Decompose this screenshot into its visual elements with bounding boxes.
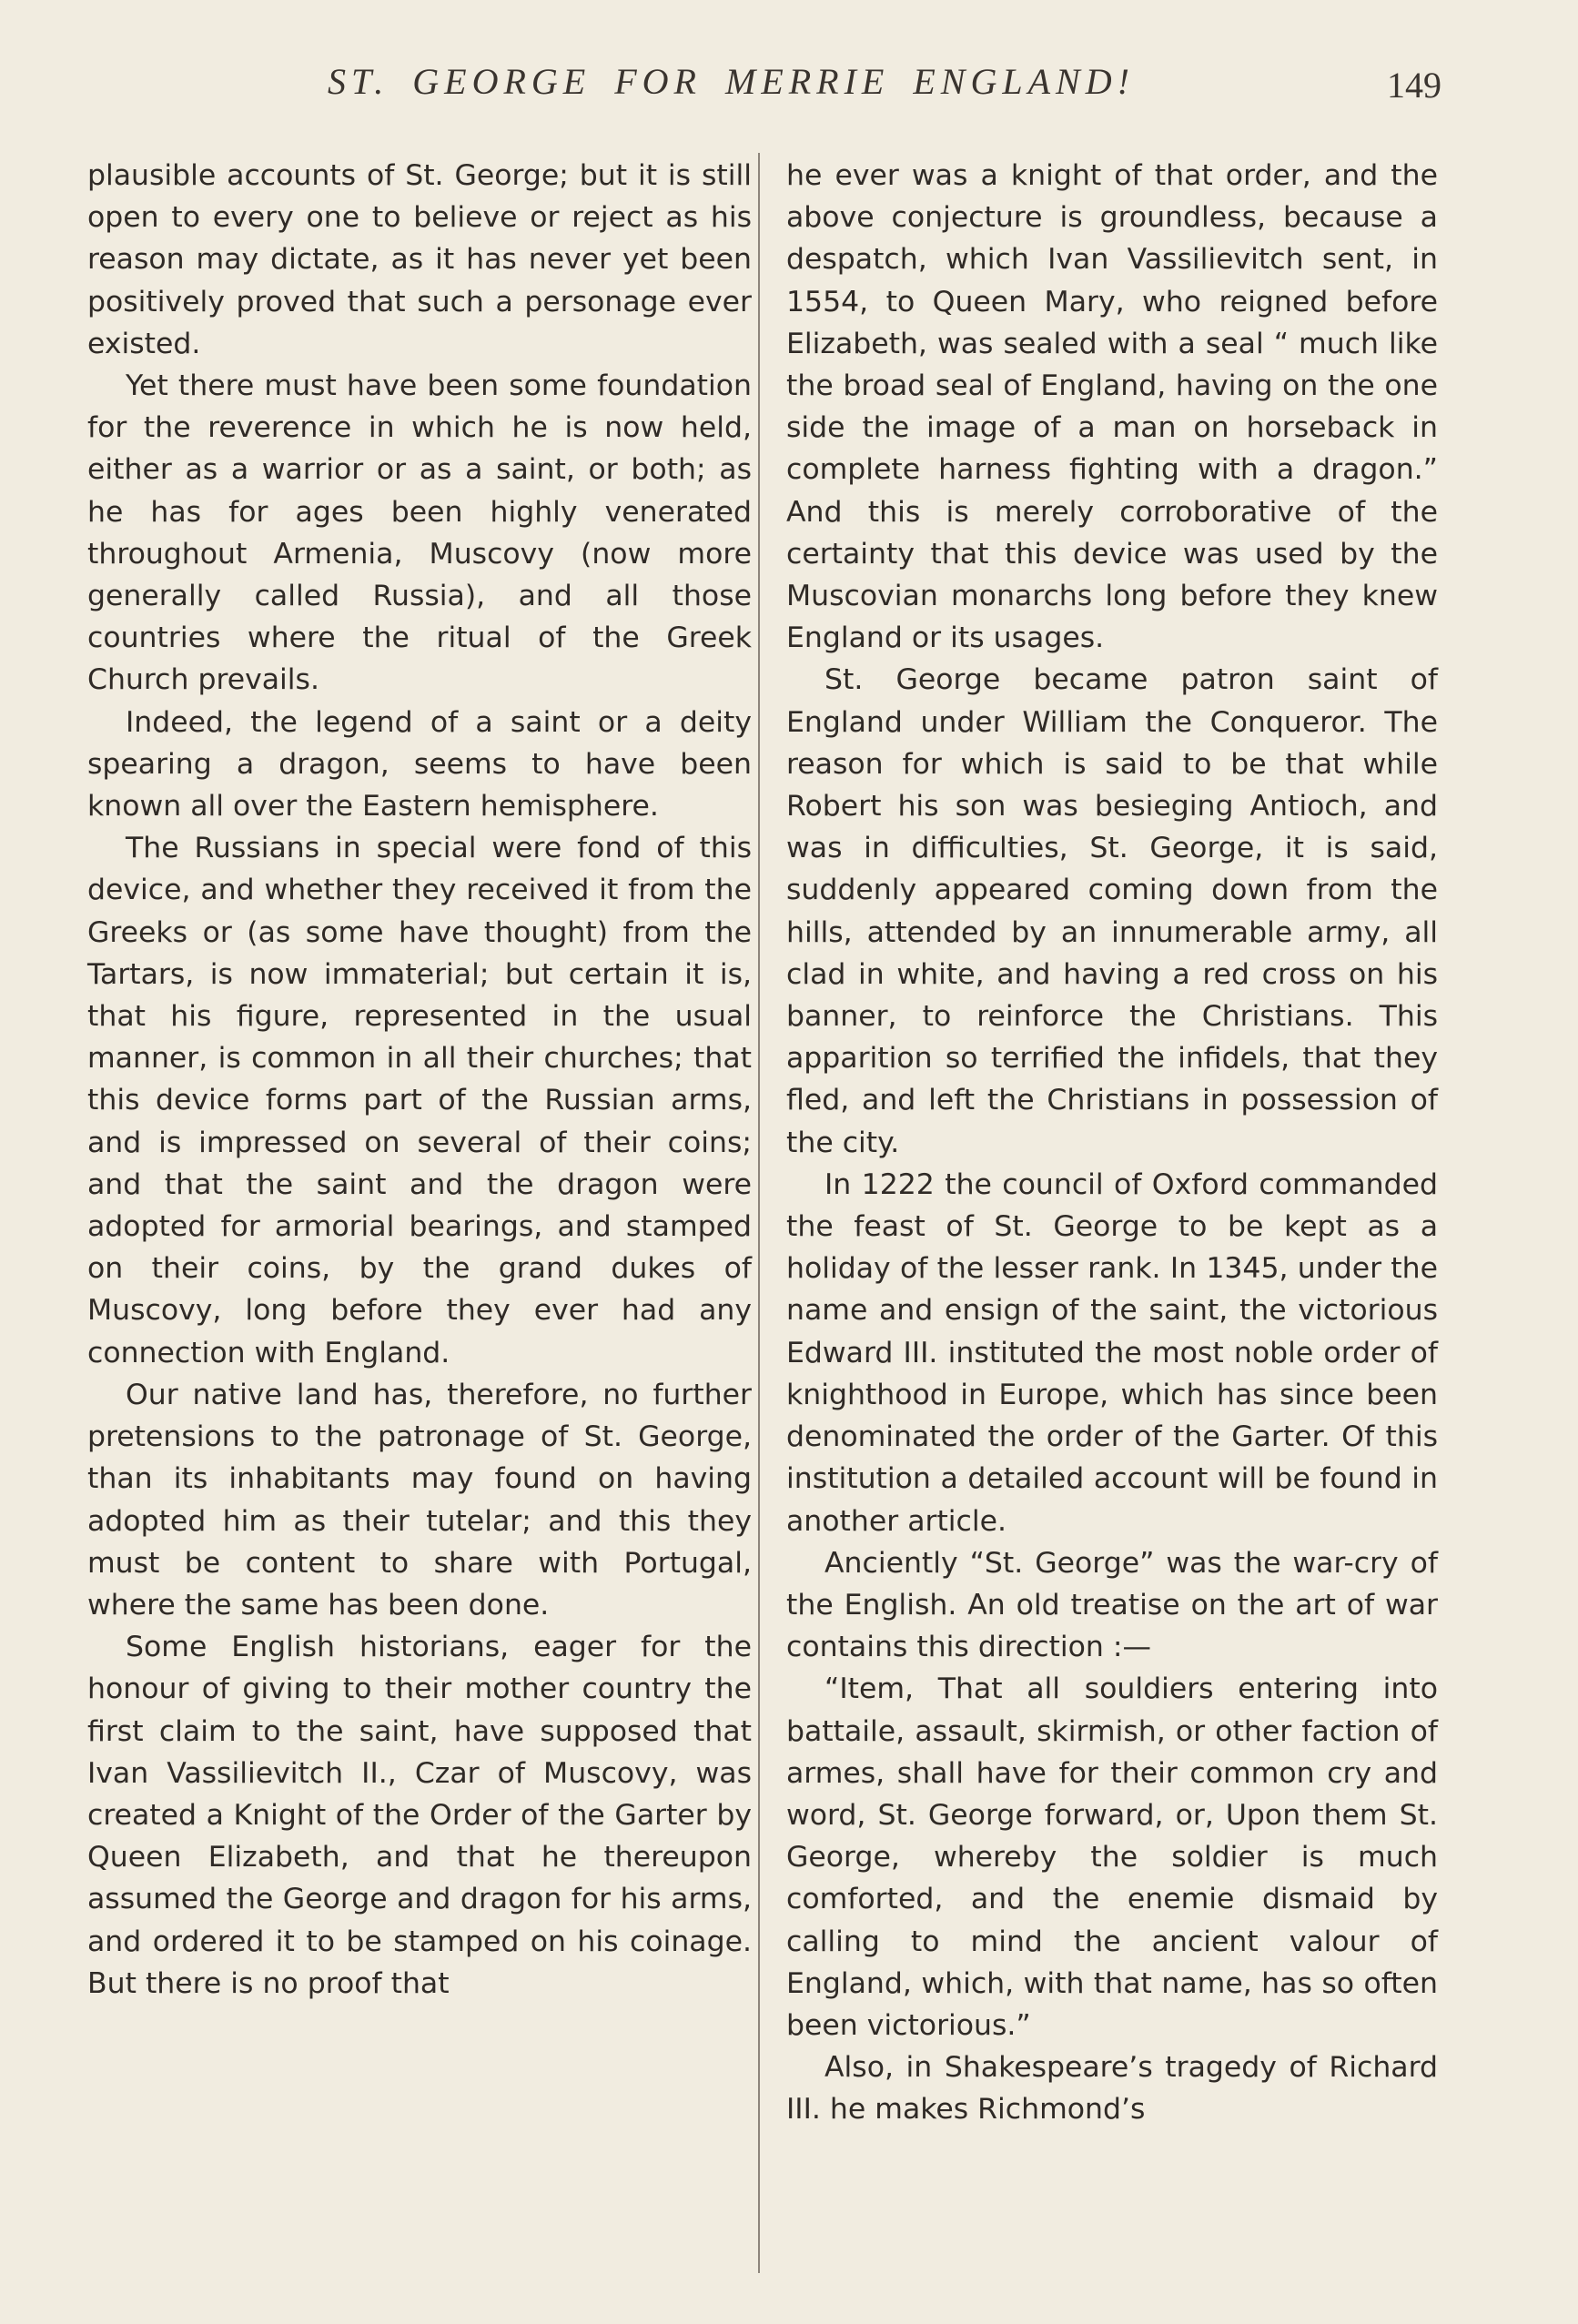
paragraph: In 1222 the council of Oxford commanded the feast of St. George to be kept as a holiday of the lesser rank. In 1345, under the name and ensign of the saint, the victorious Edward III. instituted the most noble order of knighthood in Europe, which has since been denominated the order of the Garter. Of this institution a detailed account will be found in another article. bbox=[786, 1167, 1438, 1538]
left-column bbox=[87, 155, 752, 2005]
paragraph: he ever was a knight of that order, and the above conjecture is groundless, because a despatch, which Ivan Vassilievitch sent, in 1554, to Queen Mary, who reigned before Elizabeth, was sealed with a seal “ much like the broad seal of England, having on the one side the image of a man on horseback in complete harness fighting with a dragon.” And this is merely corroborative of the certainty that this device was used by the Muscovian monarchs long before they knew England or its usages. bbox=[786, 159, 1438, 655]
paragraph: Some English historians, eager for the honour of giving to their mother country the first claim to the saint, have supposed that Ivan Vassilievitch II., Czar of Muscovy, was created a Knight of the Order of the Garter by Queen Elizabeth, and that he thereupon assumed the George and dragon for his arms, and ordered it to be stamped on his coinage. But there is no proof that bbox=[87, 1631, 752, 2000]
paragraph: Indeed, the legend of a saint or a deity spearing a dragon, seems to have been known all over the Eastern hemisphere. bbox=[87, 705, 752, 824]
paragraph: Anciently “St. George” was the war-cry of the English. An old treatise on the art of war contains this direction :— bbox=[786, 1546, 1438, 1664]
paragraph: The Russians in special were fond of this device, and whether they received it from the Greeks or (as some have thought) from the Tartars, is now immaterial; but certain it is, that his figure, represented in the usual manner, is common in all their churches; that this device forms part of the Russian arms, and is impressed on several of their coins; and that the saint and the dragon were adopted for armorial bearings, and stamped on their coins, by the grand dukes of Muscovy, long before they ever had any connection with England. bbox=[87, 832, 752, 1369]
paragraph: Also, in Shakespeare’s tragedy of Richard III. he makes Richmond’s bbox=[786, 2051, 1438, 2127]
right-column bbox=[786, 155, 1438, 2131]
running-title: ST. GEORGE FOR MERRIE ENGLAND! bbox=[328, 61, 1135, 102]
running-head bbox=[0, 60, 1578, 115]
paragraph: St. George became patron saint of England under William the Conqueror. The reason for which is said to be that while Robert his son was besieging Antioch, and was in difficulties, St. George, it is said, suddenly appeared coming down from the hills, attended by an innumerable army, all clad in white, and having a red cross on his banner, to reinforce the Christians. This apparition so terrified the infidels, that they fled, and left the Christians in possession of the city. bbox=[786, 663, 1438, 1159]
column-divider bbox=[758, 153, 760, 2273]
paragraph: Yet there must have been some foundation for the reverence in which he is now held, either as a warrior or as a saint, or both; as he has for ages been highly venerated throughout Armenia, Muscovy (now more generally called Russia), and all those countries where the ritual of the Greek Church prevails. bbox=[87, 369, 752, 697]
paragraph: plausible accounts of St. George; but it is still open to every one to believe or reject as his reason may dictate, as it has never yet been positively proved that such a personage ever existed. bbox=[87, 159, 752, 360]
quotation: “Item, That all souldiers entering into battaile, assault, skirmish, or other faction of armes, shall have for their common cry and word, St. George forward, or, Upon them St. George, whereby the soldier is much comforted, and the enemie dismaid by calling to mind the ancient valour of England, which, with that name, has so often been victorious.” bbox=[786, 1672, 1438, 2042]
paragraph: Our native land has, therefore, no further pretensions to the patronage of St. George, than its inhabitants may found on having adopted him as their tutelar; and this they must be content to share with Portugal, where the same has been done. bbox=[87, 1378, 752, 1622]
page-number: 149 bbox=[1387, 65, 1441, 106]
